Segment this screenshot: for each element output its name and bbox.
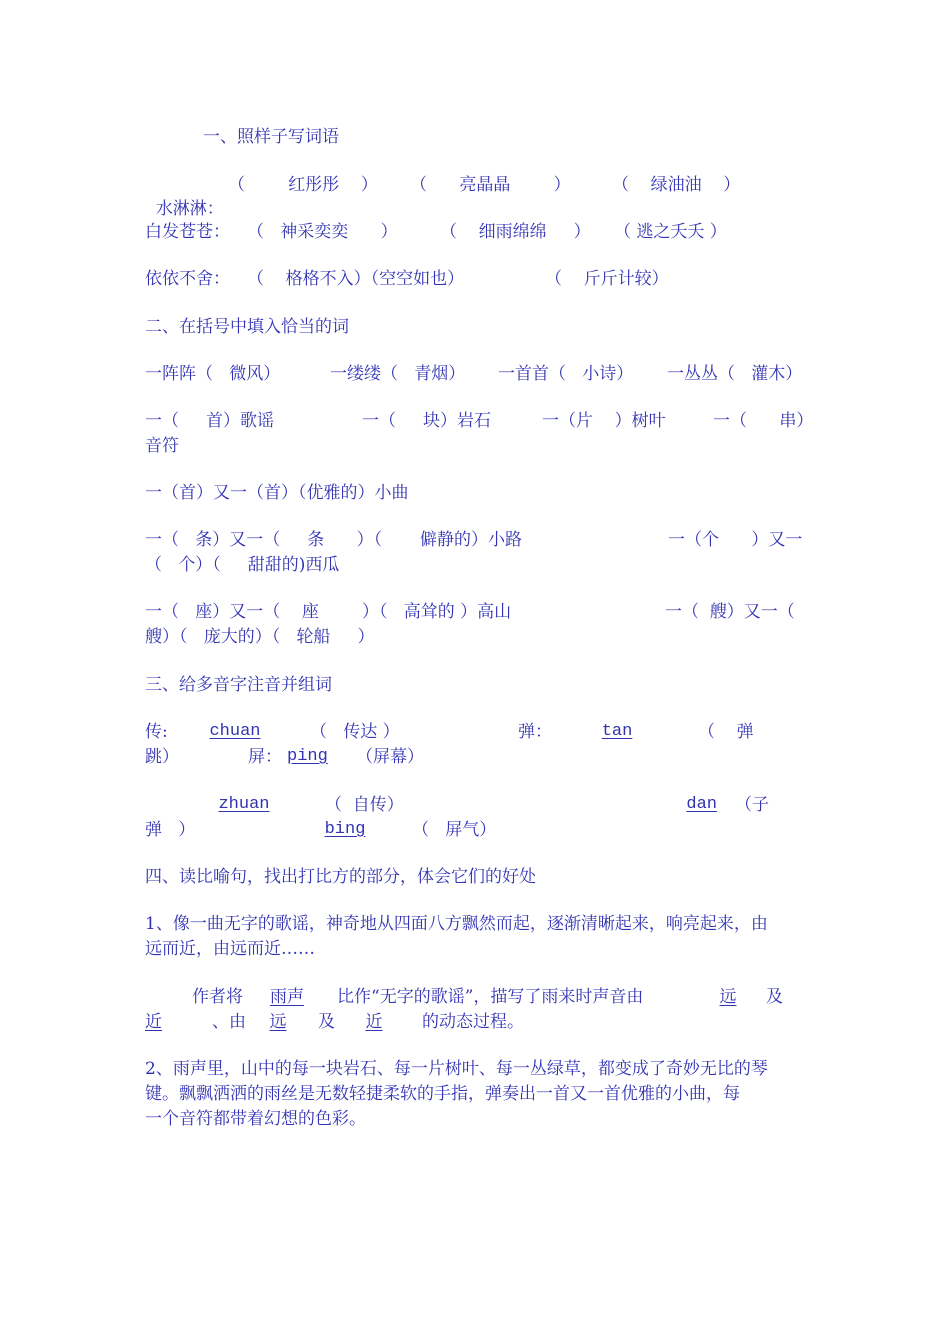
section1-row3-label: 依依不舍： (145, 269, 230, 289)
answer: 一（ 条）又一（ 条 ）（ 僻静的）小路 (145, 530, 522, 550)
tan-pinyin: tan (601, 722, 633, 741)
answer: （ 弹 (698, 722, 754, 742)
bing-pinyin: bing (324, 820, 366, 839)
answer-prefix: 作者将 (192, 987, 243, 1007)
answer: （ 传达 ） (310, 722, 400, 742)
zhuan-pinyin: zhuan (218, 795, 270, 814)
chuan-pinyin: chuan (209, 722, 261, 741)
answer: （ 绿油油 ） (612, 175, 741, 195)
answer: 一（片 ）树叶 (542, 411, 666, 431)
section4-title: 四、读比喻句，找出打比方的部分，体会它们的好处 (145, 867, 536, 887)
section3-title: 三、给多音字注音并组词 (145, 675, 332, 695)
answer-text: 的动态过程。 (422, 1012, 524, 1032)
answer: （ 亮晶晶 ） (410, 175, 571, 195)
answer: （ 神采奕奕 ） (247, 222, 398, 242)
chuan-label: 传: (145, 722, 168, 742)
tan-label: 弹： (518, 722, 552, 742)
question-1-line: 远而近，由远而近…… (145, 939, 315, 959)
answer: （ 自传） (325, 795, 404, 815)
question-2-line: 键。飘飘洒洒的雨丝是无数轻捷柔软的手指，弹奏出一首又一首优雅的小曲，每 (145, 1084, 740, 1104)
section2-title: 二、在括号中填入恰当的词 (145, 317, 349, 337)
answer: 一首首（ 小诗） (498, 364, 634, 384)
answer: 一阵阵（ 微风） (145, 364, 281, 384)
ping-label: 屏： (248, 747, 282, 767)
answer: （ 屏气） (412, 820, 497, 840)
answer: （子 (735, 795, 769, 815)
section1-title: 一、照样子写词语 (203, 127, 339, 147)
answer: 弹 ） (145, 820, 196, 840)
answer: （ 斤斤计较） (545, 269, 669, 289)
answer: 一（ 串） (713, 411, 814, 431)
question-2-line: 2、雨声里，山中的每一块岩石、每一片树叶、每一丛绿草，都变成了奇妙无比的琴 (145, 1059, 768, 1079)
answer: 一（ 座）又一（ 座 ）（ 高耸的 ）高山 (145, 602, 512, 622)
answer-blank: 雨声 (270, 987, 304, 1007)
answer-blank: 远 (269, 1012, 287, 1032)
answer-text: 及 (318, 1012, 335, 1032)
question-1-line: 1、像一曲无字的歌谣，神奇地从四面八方飘然而起，逐渐清晰起来，响亮起来，由 (145, 914, 768, 934)
section1-row1 (145, 173, 224, 221)
ping-pinyin: ping (287, 747, 328, 766)
answer: 一（ 首）歌谣 (145, 411, 275, 431)
dan-pinyin: dan (686, 795, 717, 814)
answer: 一（ 艘）又一（ (665, 602, 795, 622)
question-2-line: 一个音符都带着幻想的色彩。 (145, 1109, 366, 1129)
answer: （ 逃之夭夭 ） (614, 222, 727, 242)
answer-blank: 近 (145, 1012, 162, 1032)
row-label: 水淋淋： (155, 199, 224, 219)
answer: 音符 (145, 436, 179, 456)
answer: 一（首）又一（首）（优雅的）小曲 (145, 483, 409, 503)
answer: （ 红彤彤 ） (228, 175, 378, 195)
answer: 艘）（ 庞大的）（ 轮船 ） (145, 627, 375, 647)
section1-row2-label: 白发苍苍： (145, 222, 230, 242)
answer: （ 个）（ 甜甜的)西瓜 (145, 555, 340, 575)
answer-blank: 远 (719, 987, 737, 1007)
answer-blank: 近 (365, 1012, 383, 1032)
answer: 一缕缕（ 青烟） (330, 364, 466, 384)
answer-text: 、由 (212, 1012, 246, 1032)
answer: （ 格格不入）（空空如也） (247, 269, 465, 289)
answer: 一（个 ）又一 (668, 530, 803, 550)
answer: 一丛丛（ 灌木） (667, 364, 803, 384)
answer: 一（ 块）岩石 (362, 411, 492, 431)
answer: 跳） (145, 747, 179, 767)
answer-text: 比作“无字的歌谣”，描写了雨来时声音由 (337, 987, 644, 1007)
answer: （屏幕） (356, 747, 424, 767)
answer: （ 细雨绵绵 ） (440, 222, 591, 242)
answer-text: 及 (766, 987, 783, 1007)
